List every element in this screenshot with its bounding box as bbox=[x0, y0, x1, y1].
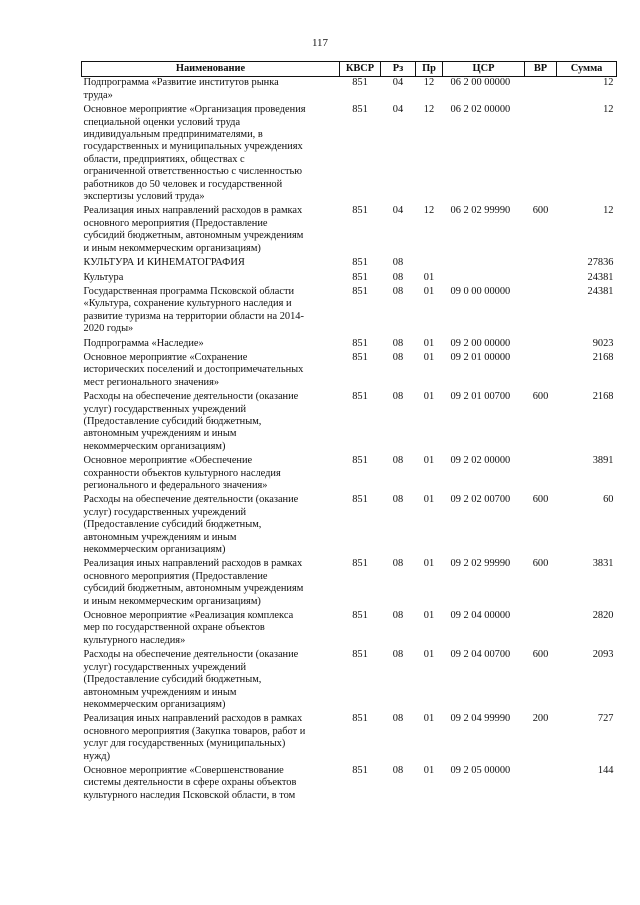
row-pr: 01 bbox=[423, 391, 435, 403]
row-name-line: основного мероприятия (Предоставление bbox=[83, 570, 268, 582]
row-name-line: (Предоставление субсидий бюджетным, bbox=[83, 415, 262, 427]
row-name-line: субсидий бюджетным, автономным учреждениям bbox=[83, 230, 304, 242]
header-csr: ЦСР bbox=[443, 62, 525, 77]
row-name bbox=[82, 763, 340, 802]
row-vr bbox=[525, 284, 557, 336]
row-name-line: сохранности объектов культурного наследия bbox=[83, 467, 281, 479]
table-row bbox=[82, 284, 617, 336]
header-sum: Сумма bbox=[557, 62, 617, 77]
row-pr: 12 bbox=[423, 77, 435, 89]
row-rz: 08 bbox=[392, 610, 404, 622]
row-vr bbox=[525, 763, 557, 802]
row-rz: 08 bbox=[392, 558, 404, 570]
row-name-line: культурного наследия Псковской области, в том bbox=[83, 789, 296, 801]
row-name-line: Основное мероприятие «Реализация комплекса bbox=[83, 610, 294, 622]
row-sum: 12 bbox=[603, 77, 614, 89]
row-rz: 04 bbox=[392, 77, 404, 89]
row-pr: 01 bbox=[423, 271, 435, 283]
row-kvsr: 851 bbox=[352, 351, 368, 363]
row-csr: 09 2 00 00000 bbox=[450, 337, 511, 349]
row-rz: 04 bbox=[392, 205, 404, 217]
row-pr: 12 bbox=[423, 104, 435, 116]
row-csr: 06 2 00 00000 bbox=[450, 77, 511, 89]
row-rz: 08 bbox=[392, 391, 404, 403]
row-name-line: развитие туризма на территории области на 2014- bbox=[83, 310, 304, 322]
table-row bbox=[82, 336, 617, 350]
row-csr: 09 2 01 00000 bbox=[450, 351, 511, 363]
row-name-line: Основное мероприятие «Сохранение bbox=[83, 351, 248, 363]
row-vr bbox=[525, 608, 557, 647]
table-row bbox=[82, 608, 617, 647]
row-rz: 08 bbox=[392, 271, 404, 283]
row-vr: 600 bbox=[532, 205, 549, 217]
row-pr: 01 bbox=[423, 764, 435, 776]
row-sum: 144 bbox=[597, 764, 614, 776]
row-name-line: субсидий бюджетным, автономным учреждениям bbox=[83, 583, 304, 595]
row-name-line: и иным некоммерческим организациям) bbox=[83, 242, 261, 254]
row-name-line: основного мероприятия (Предоставление bbox=[83, 217, 268, 229]
row-name-line: некоммерческим организациям) bbox=[83, 440, 226, 452]
table-row bbox=[82, 763, 617, 802]
table-row bbox=[82, 389, 617, 453]
row-vr: 600 bbox=[532, 558, 549, 570]
row-pr: 12 bbox=[423, 205, 435, 217]
row-csr bbox=[443, 270, 525, 284]
row-name-line: Реализация иных направлений расходов в рамках bbox=[83, 713, 303, 725]
row-kvsr: 851 bbox=[352, 391, 368, 403]
row-name-line: (Предоставление субсидий бюджетным, bbox=[83, 519, 262, 531]
row-rz: 08 bbox=[392, 351, 404, 363]
row-name bbox=[82, 350, 340, 389]
row-name-line: услуг) государственных учреждений bbox=[83, 506, 247, 518]
row-kvsr: 851 bbox=[352, 764, 368, 776]
row-pr: 01 bbox=[423, 610, 435, 622]
row-name bbox=[82, 389, 340, 453]
row-rz: 08 bbox=[392, 337, 404, 349]
row-name-line: экспертизы условий труда» bbox=[83, 191, 205, 203]
row-name bbox=[82, 77, 340, 102]
row-csr: 09 2 01 00700 bbox=[450, 391, 511, 403]
header-rz: Рз bbox=[381, 62, 416, 77]
row-name bbox=[82, 203, 340, 255]
table-row bbox=[82, 647, 617, 711]
row-rz: 04 bbox=[392, 104, 404, 116]
table-row bbox=[82, 711, 617, 763]
row-name bbox=[82, 336, 340, 350]
row-pr: 01 bbox=[423, 649, 435, 661]
row-kvsr: 851 bbox=[352, 649, 368, 661]
row-csr bbox=[443, 255, 525, 269]
row-name-line: услуг) государственных учреждений bbox=[83, 403, 247, 415]
row-name-line: (Предоставление субсидий бюджетным, bbox=[83, 674, 262, 686]
row-name-line: основного мероприятия (Закупка товаров, работ и bbox=[83, 725, 306, 737]
row-sum: 2168 bbox=[592, 391, 614, 403]
row-vr bbox=[525, 453, 557, 492]
row-csr: 09 2 02 99990 bbox=[450, 558, 511, 570]
row-rz: 08 bbox=[392, 494, 404, 506]
row-csr: 09 2 05 00000 bbox=[450, 764, 511, 776]
row-vr: 600 bbox=[532, 494, 549, 506]
row-name-line: и иным некоммерческим организациям) bbox=[83, 595, 261, 607]
row-name-line: услуг) государственных учреждений bbox=[83, 661, 247, 673]
row-kvsr: 851 bbox=[352, 455, 368, 467]
row-name-line: Реализация иных направлений расходов в рамках bbox=[83, 558, 303, 570]
row-sum: 2093 bbox=[592, 649, 614, 661]
row-name-line: нужд) bbox=[83, 750, 111, 762]
row-sum: 27836 bbox=[587, 257, 614, 269]
table-row bbox=[82, 255, 617, 269]
row-name bbox=[82, 492, 340, 556]
row-name-line: Реализация иных направлений расходов в рамках bbox=[83, 205, 303, 217]
row-csr: 09 2 04 00000 bbox=[450, 610, 511, 622]
row-name-line: автономным учреждениям и иным bbox=[83, 686, 237, 698]
row-kvsr: 851 bbox=[352, 257, 368, 269]
table-row bbox=[82, 556, 617, 608]
row-vr bbox=[525, 350, 557, 389]
row-name-line: автономным учреждениям и иным bbox=[83, 531, 237, 543]
row-sum: 3891 bbox=[592, 455, 614, 467]
table-row bbox=[82, 270, 617, 284]
row-pr: 01 bbox=[423, 713, 435, 725]
row-name-line: некоммерческим организациям) bbox=[83, 544, 226, 556]
row-name-line: 2020 годы» bbox=[83, 323, 134, 335]
row-vr: 600 bbox=[532, 649, 549, 661]
row-csr: 09 2 02 00700 bbox=[450, 494, 511, 506]
row-name-line: Подпрограмма «Наследие» bbox=[83, 337, 204, 349]
row-name-line: Государственная программа Псковской области bbox=[83, 285, 295, 297]
row-name-line: мест регионального значения» bbox=[83, 376, 220, 388]
table-header-row bbox=[82, 62, 617, 77]
row-kvsr: 851 bbox=[352, 558, 368, 570]
row-name-line: Основное мероприятие «Организация проведения bbox=[83, 104, 306, 116]
row-name-line: Основное мероприятие «Совершенствование bbox=[83, 764, 284, 776]
row-name-line: исторических поселений и достопримечательных bbox=[83, 364, 304, 376]
row-rz: 08 bbox=[392, 257, 404, 269]
row-name-line: Расходы на обеспечение деятельности (оказание bbox=[83, 494, 299, 506]
row-kvsr: 851 bbox=[352, 271, 368, 283]
row-csr: 06 2 02 99990 bbox=[450, 205, 511, 217]
row-kvsr: 851 bbox=[352, 494, 368, 506]
row-name bbox=[82, 255, 340, 269]
row-name-line: ограниченной ответственностью с численностью bbox=[83, 166, 302, 178]
row-vr bbox=[525, 336, 557, 350]
row-sum: 12 bbox=[603, 104, 614, 116]
row-name-line: Расходы на обеспечение деятельности (оказание bbox=[83, 391, 299, 403]
row-name bbox=[82, 711, 340, 763]
row-sum: 12 bbox=[603, 205, 614, 217]
row-name-line: работников до 50 человек и государственной bbox=[83, 178, 283, 190]
row-name-line: Расходы на обеспечение деятельности (оказание bbox=[83, 649, 299, 661]
row-kvsr: 851 bbox=[352, 205, 368, 217]
row-csr: 09 2 02 00000 bbox=[450, 455, 511, 467]
row-name bbox=[82, 647, 340, 711]
row-sum: 60 bbox=[603, 494, 614, 506]
row-pr: 01 bbox=[423, 285, 435, 297]
row-name bbox=[82, 270, 340, 284]
row-csr: 09 0 00 00000 bbox=[450, 285, 511, 297]
row-name-line: системы деятельности в сфере охраны объектов bbox=[83, 777, 297, 789]
header-kvsr: КВСР bbox=[340, 62, 381, 77]
row-rz: 08 bbox=[392, 764, 404, 776]
row-kvsr: 851 bbox=[352, 104, 368, 116]
table-header bbox=[82, 62, 617, 77]
table-body bbox=[82, 77, 617, 802]
row-name-line: специальной оценки условий труда bbox=[83, 116, 241, 128]
header-vr: ВР bbox=[525, 62, 557, 77]
row-kvsr: 851 bbox=[352, 285, 368, 297]
table-row bbox=[82, 102, 617, 203]
row-name-line: регионального и федерального значения» bbox=[83, 480, 268, 491]
row-vr bbox=[525, 255, 557, 269]
row-name-line: «Культура, сохранение культурного наследия и bbox=[83, 298, 292, 310]
row-name-line: мер по государственной охране объектов bbox=[83, 622, 265, 634]
row-name bbox=[82, 608, 340, 647]
row-name bbox=[82, 284, 340, 336]
row-pr: 01 bbox=[423, 351, 435, 363]
row-name-line: культурного наследия» bbox=[83, 634, 186, 646]
row-vr: 600 bbox=[532, 391, 549, 403]
row-name-line: Подпрограмма «Развитие институтов рынка bbox=[83, 77, 279, 89]
row-csr: 09 2 04 99990 bbox=[450, 713, 511, 725]
row-rz: 08 bbox=[392, 713, 404, 725]
row-pr: 01 bbox=[423, 455, 435, 467]
row-name-line: государственных и муниципальных учреждениях bbox=[83, 141, 303, 153]
table-row bbox=[82, 77, 617, 102]
row-vr: 200 bbox=[532, 713, 549, 725]
row-vr bbox=[525, 77, 557, 102]
row-vr bbox=[525, 102, 557, 203]
row-csr: 06 2 02 00000 bbox=[450, 104, 511, 116]
row-pr: 01 bbox=[423, 494, 435, 506]
row-sum: 2820 bbox=[592, 610, 614, 622]
table-row bbox=[82, 350, 617, 389]
row-name bbox=[82, 556, 340, 608]
row-sum: 24381 bbox=[587, 271, 614, 283]
header-name: Наименование bbox=[82, 62, 340, 77]
budget-table bbox=[81, 61, 617, 802]
row-kvsr: 851 bbox=[352, 610, 368, 622]
row-kvsr: 851 bbox=[352, 713, 368, 725]
row-name bbox=[82, 453, 340, 492]
row-sum: 9023 bbox=[592, 337, 614, 349]
table-row bbox=[82, 492, 617, 556]
row-rz: 08 bbox=[392, 455, 404, 467]
row-pr: 01 bbox=[423, 337, 435, 349]
row-name-line: области, предприятиях, обществах с bbox=[83, 153, 245, 165]
row-name-line: автономным учреждениям и иным bbox=[83, 428, 237, 440]
row-rz: 08 bbox=[392, 649, 404, 661]
page-number: 117 bbox=[311, 37, 329, 49]
row-kvsr: 851 bbox=[352, 77, 368, 89]
row-name-line: индивидуальным предпринимателями, в bbox=[83, 129, 263, 141]
row-name-line: труда» bbox=[83, 89, 113, 101]
row-sum: 24381 bbox=[587, 285, 614, 297]
row-pr bbox=[416, 255, 443, 269]
row-name-line: КУЛЬТУРА И КИНЕМАТОГРАФИЯ bbox=[83, 257, 245, 269]
table-row bbox=[82, 453, 617, 492]
row-name-line: Основное мероприятие «Обеспечение bbox=[83, 455, 253, 467]
row-name-line: услуг для государственных (муниципальных) bbox=[83, 738, 286, 750]
table-row bbox=[82, 203, 617, 255]
row-sum: 2168 bbox=[592, 351, 614, 363]
row-name-line: Культура bbox=[83, 271, 124, 283]
row-kvsr: 851 bbox=[352, 337, 368, 349]
row-csr: 09 2 04 00700 bbox=[450, 649, 511, 661]
row-sum: 727 bbox=[597, 713, 614, 725]
row-name-line: некоммерческим организациям) bbox=[83, 698, 226, 710]
row-pr: 01 bbox=[423, 558, 435, 570]
row-sum: 3831 bbox=[592, 558, 614, 570]
row-rz: 08 bbox=[392, 285, 404, 297]
row-vr bbox=[525, 270, 557, 284]
header-pr: Пр bbox=[416, 62, 443, 77]
row-name bbox=[82, 102, 340, 203]
